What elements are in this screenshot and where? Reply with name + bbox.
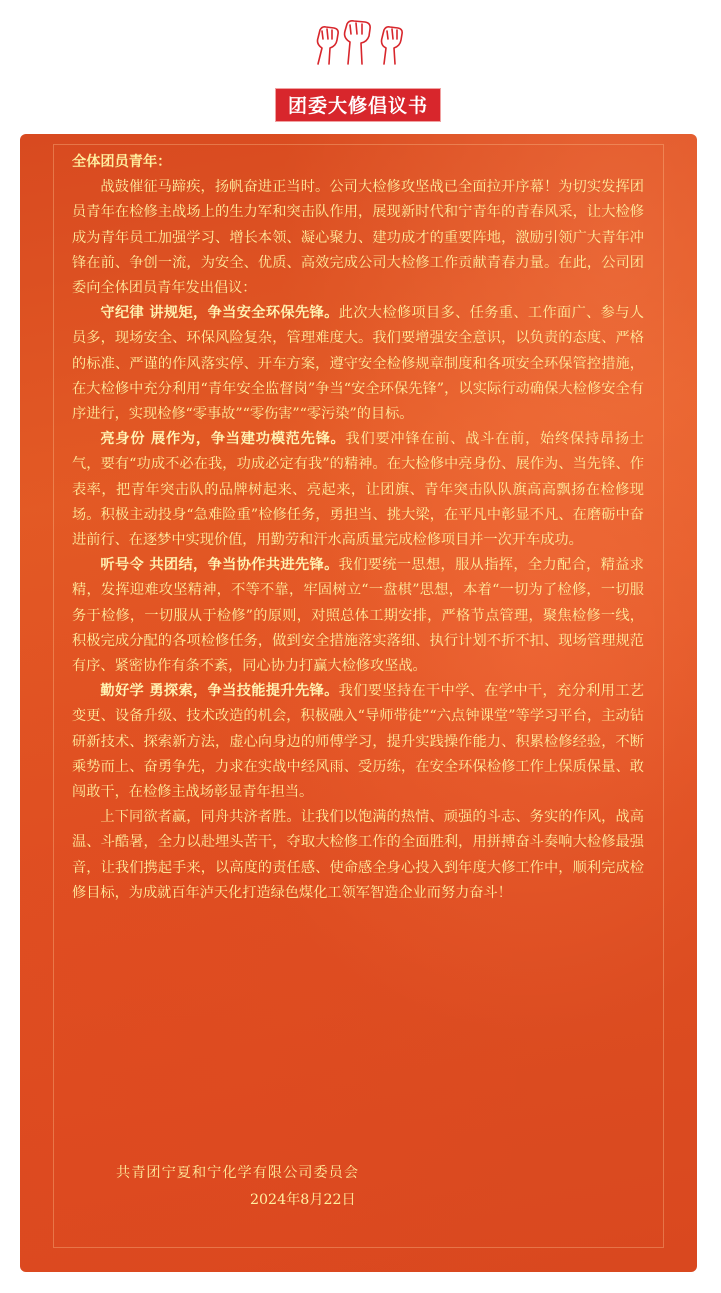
section-body: 此次大检修项目多、任务重、工作面广、参与人员多，现场安全、环保风险复杂，管理难度大。我们要增强安全意识，以负责的态度、严格的标准、严谨的作风落实停、开车方案，遵守安全检修规章制度和各项安全环保管控措施，在大检修中充分利用“青年安全监督岗”争当“安全环保先锋”，以实际行动确保大检修安全有序进行，实现检修“零事故”“零伤害”“零污染”的目标。	[72, 305, 644, 423]
section-model	[72, 427, 644, 553]
intro-paragraph: 战鼓催征马蹄疾，扬帆奋进正当时。公司大检修攻坚战已全面拉开序幕！为切实发挥团员青年在检修主战场上的生力军和突击队作用，展现新时代和宁青年的青春风采，让大检修成为青年员工加强学习、增长本领、凝心聚力、建功成才的重要阵地，激励引领广大青年冲锋在前、争创一流，为安全、优质、高效完成公司大检修工作贡献青春力量。在此，公司团委向全体团员青年发出倡议：	[72, 179, 644, 297]
section-skills	[72, 679, 644, 805]
section-heading: 勤好学 勇探索，争当技能提升先锋。	[100, 683, 339, 700]
salutation: 全体团员青年：	[72, 154, 172, 170]
section-body: 我们要统一思想，服从指挥，全力配合，精益求精，发挥迎难攻坚精神，不等不靠，牢固树立“一盘棋”思想，本着“一切为了检修，一切服务于检修，一切服从于检修”的原则，对照总体工期安排，严格节点管理，聚焦检修一线，积极完成分配的各项检修任务，做到安全措施落实落细、执行计划不折不扣、现场管理规范有序、紧密协作有条不紊，同心协力打赢大检修攻坚战。	[72, 557, 644, 675]
letter-panel	[20, 134, 697, 1272]
signature: 共青团宁夏和宁化学有限公司委员会	[116, 1165, 360, 1181]
section-heading: 守纪律 讲规矩，争当安全环保先锋。	[100, 305, 339, 322]
section-heading: 亮身份 展作为，争当建功模范先锋。	[100, 431, 346, 448]
section-safety	[72, 301, 644, 427]
letter-body	[72, 150, 644, 906]
closing-paragraph: 上下同欲者赢，同舟共济者胜。让我们以饱满的热情、顽强的斗志、务实的作风，战高温、斗酷暑，全力以赴埋头苦干，夺取大检修工作的全面胜利，用拼搏奋斗奏响大检修最强音，让我们携起手来，以高度的责任感、使命感全身心投入到年度大修工作中，顺利完成检修目标，为成就百年泸天化打造绿色煤化工领军智造企业而努力奋斗！	[72, 809, 644, 901]
section-body: 我们要坚持在干中学、在学中干，充分利用工艺变更、设备升级、技术改造的机会，积极融入“导师带徒”“六点钟课堂”等学习平台，主动钻研新技术、探索新方法，虚心向身边的师傅学习，提升实践操作能力、积累检修经验，不断乘势而上、奋勇争先，力求在实战中经风雨、受历练，在安全环保检修工作上保质保量、敢闯敢干，在检修主战场彰显青年担当。	[72, 683, 644, 801]
letter-date: 2024年8月22日	[250, 1192, 356, 1208]
page-title: 团委大修倡议书	[275, 88, 441, 122]
section-heading: 听号令 共团结，争当协作共进先锋。	[100, 557, 339, 574]
section-body: 我们要冲锋在前、战斗在前，始终保持昂扬士气，要有“功成不必在我，功成必定有我”的精神。在大检修中亮身份、展作为、当先锋、作表率，把青年突击队的品牌树起来、亮起来，让团旗、青年突击队队旗高高飘扬在检修现场。积极主动投身“急难险重”检修任务，勇担当、挑大梁，在平凡中彰显不凡、在磨砺中奋进前行、在逐梦中实现价值，用勤劳和汗水高质量完成检修项目并一次开车成功。	[72, 431, 644, 549]
raised-fists-icon	[310, 18, 410, 66]
section-cooperation	[72, 553, 644, 679]
